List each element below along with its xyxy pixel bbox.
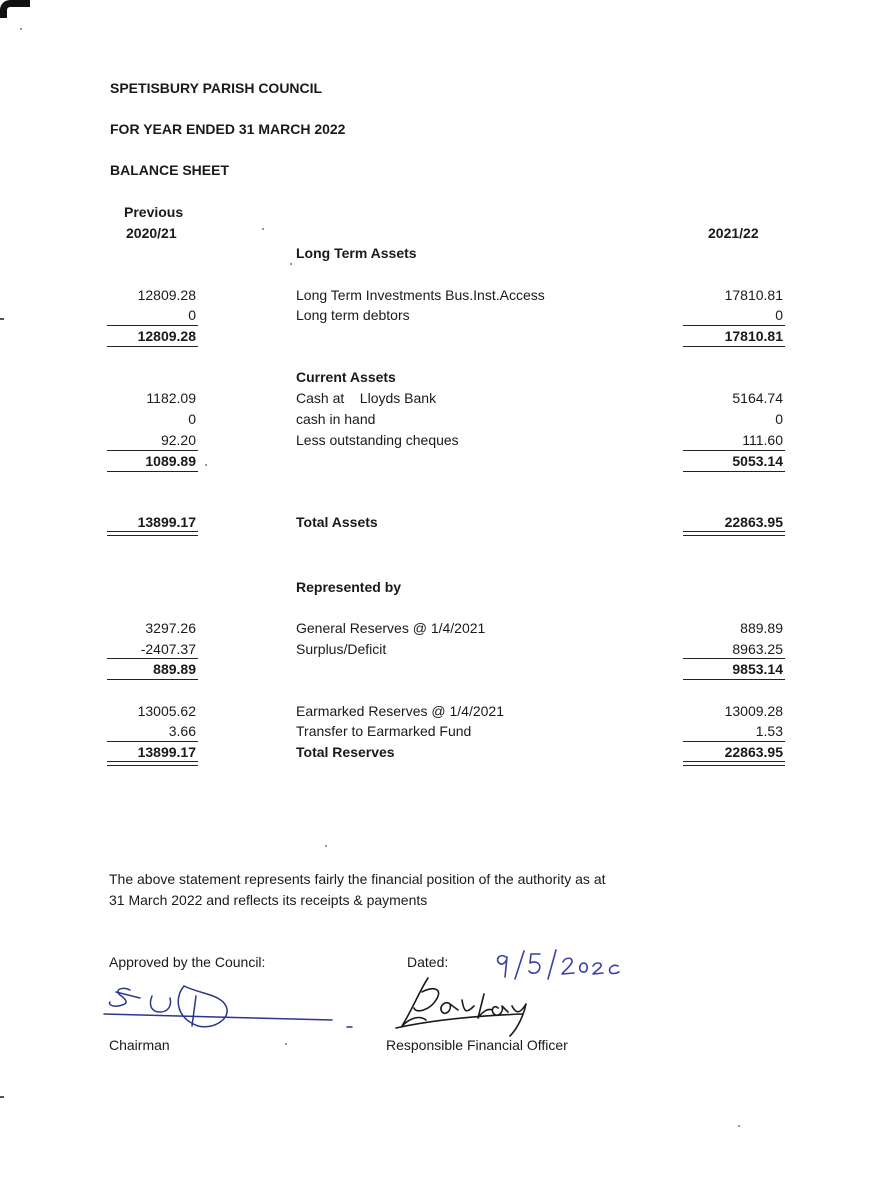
row-label: Less outstanding cheques bbox=[296, 432, 459, 448]
scan-speck bbox=[205, 464, 207, 466]
curr-value: 111.60 bbox=[742, 432, 783, 448]
current-year-heading: 2021/22 bbox=[708, 225, 759, 241]
curr-total-assets: 22863.95 bbox=[724, 514, 783, 530]
curr-value: 0 bbox=[775, 307, 783, 323]
chairman-label: Chairman bbox=[109, 1037, 170, 1053]
row-label: Transfer to Earmarked Fund bbox=[296, 723, 472, 739]
previous-year-heading: 2020/21 bbox=[126, 225, 177, 241]
curr-subtotal: 17810.81 bbox=[724, 328, 783, 344]
scan-speck bbox=[285, 1043, 287, 1045]
total-assets-label: Total Assets bbox=[296, 514, 378, 530]
subtotal-underline bbox=[107, 679, 198, 680]
curr-subtotal: 5053.14 bbox=[732, 453, 783, 469]
prev-value: 3.66 bbox=[168, 723, 196, 739]
curr-value: 17810.81 bbox=[724, 287, 783, 303]
dated-label: Dated: bbox=[407, 954, 449, 970]
subtotal-underline bbox=[683, 471, 785, 472]
curr-value: 5164.74 bbox=[732, 390, 783, 406]
total-double-rule bbox=[107, 531, 198, 536]
subtotal-rule bbox=[107, 741, 198, 742]
subtotal-rule bbox=[683, 325, 785, 326]
row-label: Earmarked Reserves @ 1/4/2021 bbox=[296, 703, 504, 719]
subtotal-underline bbox=[683, 679, 785, 680]
subtotal-rule bbox=[683, 450, 785, 451]
statement-line-1: The above statement represents fairly the financial position of the authority as at bbox=[109, 871, 606, 887]
curr-value: 1.53 bbox=[755, 723, 783, 739]
curr-value: 0 bbox=[775, 411, 783, 427]
total-double-rule bbox=[683, 531, 785, 536]
prev-value: 3297.26 bbox=[145, 620, 196, 636]
total-double-rule bbox=[683, 761, 785, 766]
subtotal-rule bbox=[683, 658, 785, 659]
previous-column-heading: Previous bbox=[124, 204, 184, 220]
curr-value: 13009.28 bbox=[724, 703, 783, 719]
prev-value: 0 bbox=[188, 307, 196, 323]
row-label: Cash at Lloyds Bank bbox=[296, 390, 437, 406]
curr-subtotal: 9853.14 bbox=[732, 661, 783, 677]
long-term-assets-heading: Long Term Assets bbox=[296, 245, 417, 261]
rfo-signature bbox=[392, 970, 552, 1040]
prev-value: 0 bbox=[188, 411, 196, 427]
council-name: SPETISBURY PARISH COUNCIL bbox=[110, 80, 323, 96]
scan-speck bbox=[325, 845, 327, 847]
subtotal-underline bbox=[107, 346, 198, 347]
scan-speck bbox=[738, 1125, 740, 1127]
subtotal-rule bbox=[107, 658, 198, 659]
total-reserves-label: Total Reserves bbox=[296, 744, 395, 760]
scan-speck bbox=[262, 228, 264, 230]
prev-value: 92.20 bbox=[160, 432, 196, 448]
total-double-rule bbox=[107, 761, 198, 766]
prev-value: 12809.28 bbox=[137, 287, 196, 303]
rfo-label: Responsible Financial Officer bbox=[386, 1037, 568, 1053]
curr-total-reserves: 22863.95 bbox=[724, 744, 783, 760]
document-title: BALANCE SHEET bbox=[110, 162, 230, 178]
prev-value: 1182.09 bbox=[146, 390, 196, 406]
prev-value: 13005.62 bbox=[137, 703, 196, 719]
row-label: General Reserves @ 1/4/2021 bbox=[296, 620, 486, 636]
current-assets-heading: Current Assets bbox=[296, 369, 396, 385]
statement-line-2: 31 March 2022 and reflects its receipts & payments bbox=[109, 892, 428, 908]
subtotal-rule bbox=[107, 450, 198, 451]
prev-total-reserves: 13899.17 bbox=[137, 744, 196, 760]
subtotal-underline bbox=[107, 471, 198, 472]
curr-value: 889.89 bbox=[740, 620, 783, 636]
scan-speck bbox=[20, 28, 22, 30]
scan-speck bbox=[290, 263, 292, 265]
year-ended: FOR YEAR ENDED 31 MARCH 2022 bbox=[110, 121, 346, 137]
subtotal-rule bbox=[107, 325, 198, 326]
row-label: cash in hand bbox=[296, 411, 376, 427]
scan-corner-mark bbox=[0, 0, 30, 18]
prev-subtotal: 12809.28 bbox=[137, 328, 196, 344]
row-label: Long Term Investments Bus.Inst.Access bbox=[296, 287, 545, 303]
prev-subtotal: 1089.89 bbox=[145, 453, 196, 469]
prev-total-assets: 13899.17 bbox=[137, 514, 196, 530]
approved-by-label: Approved by the Council: bbox=[109, 954, 266, 970]
curr-value: 8963.25 bbox=[732, 641, 783, 657]
represented-by-heading: Represented by bbox=[296, 579, 402, 595]
subtotal-underline bbox=[683, 346, 785, 347]
prev-value: -2407.37 bbox=[140, 641, 196, 657]
scan-edge-mark bbox=[0, 318, 4, 320]
scan-edge-mark bbox=[0, 1096, 4, 1098]
chairman-signature bbox=[100, 978, 360, 1038]
row-label: Long term debtors bbox=[296, 307, 410, 323]
subtotal-rule bbox=[683, 741, 785, 742]
prev-subtotal: 889.89 bbox=[153, 661, 196, 677]
row-label: Surplus/Deficit bbox=[296, 641, 387, 657]
